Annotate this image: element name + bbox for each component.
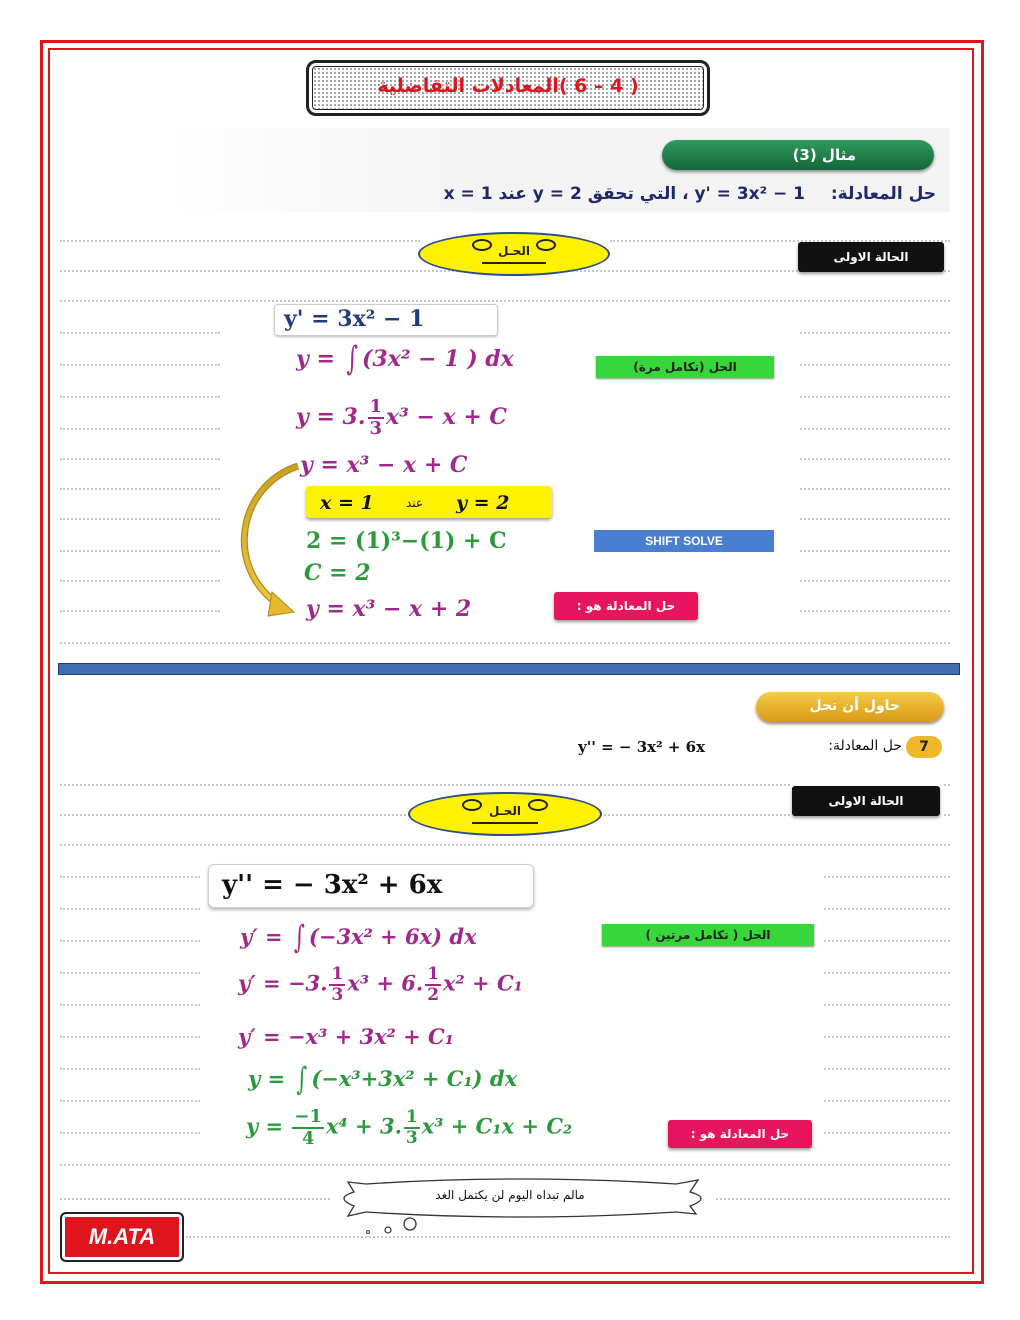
solution-label-smiley (418, 232, 610, 276)
ex-step2-n1: 1 (331, 964, 344, 984)
case-label: الحالة الاولى (798, 242, 944, 272)
exercise-badge (756, 692, 944, 722)
ex-step4-lhs: y = (248, 1066, 293, 1091)
example-statement-condition: ، التي تحقق 2 = y عند 1 = x (443, 184, 689, 204)
lesson-title: ( 4 – 6 )المعادلات التفاضلية (377, 75, 639, 97)
step2-num: 1 (369, 396, 383, 417)
ex-step5-c: x³ + C₁x + C₂ (421, 1113, 573, 1139)
integral-sign: ∫ (293, 919, 305, 955)
step-integral (296, 340, 514, 379)
exercise-number: 7 (906, 736, 942, 758)
ex-step2-b: x³ + 6. (347, 970, 424, 996)
step-general-solution: y = x³ − x + C (300, 452, 468, 478)
given-equation: y' = 3x² − 1 (284, 306, 425, 332)
ex-step2-n2: 1 (427, 964, 440, 984)
ex-step5-n1: −1 (294, 1106, 323, 1127)
condition-word: عند (406, 496, 424, 510)
step2-a: y = 3. (296, 404, 366, 430)
integral-sign: ∫ (296, 1061, 308, 1097)
example-badge (662, 140, 934, 170)
example-statement-label: حل المعادلة: (830, 184, 936, 204)
thought-cloud-icon (326, 1172, 718, 1240)
integrate-once-tag: الحل (تكامل مرة) (596, 356, 774, 378)
exercise-step-integral-2 (248, 1061, 518, 1097)
ex-step2-c: x² + C₁ (443, 970, 523, 996)
ex-step5-n2: 1 (405, 1107, 418, 1127)
exercise-given-equation: y'' = − 3x² + 6x (222, 870, 443, 900)
shift-solve-tag: SHIFT SOLVE (594, 530, 774, 552)
exercise-badge-label: حاول أن تحل (809, 698, 900, 714)
step-final-solution: y = x³ − x + 2 (306, 596, 472, 622)
ex-step2-a: y′ = −3. (238, 970, 328, 996)
footer-quote: مالم تبداه اليوم لن يكتمل الغد (435, 1188, 585, 1202)
lesson-title-box (306, 60, 710, 116)
example-statement-equation: y' = 3x² − 1 (694, 184, 805, 204)
ex-step5-b: x⁴ + 3. (326, 1113, 402, 1139)
ex-step2-d1: 3 (331, 985, 344, 1005)
step2-den: 3 (369, 418, 383, 439)
integral-sign: ∫ (346, 340, 359, 379)
integrate-twice-tag: الحل ( تكامل مرتين ) (602, 924, 814, 946)
ex-step5-a: y = (246, 1113, 291, 1139)
brand-name: M.ATA (88, 1224, 156, 1249)
exercise-solution-label: الحـل (488, 804, 522, 818)
brand-badge (60, 1212, 184, 1262)
exercise-step-simplified: y′ = −x³ + 3x² + C₁ (238, 1024, 454, 1049)
step-constant: C = 2 (304, 560, 371, 586)
exercise-solution-smiley (408, 792, 602, 836)
ex-step5-d2: 3 (405, 1128, 418, 1148)
ex-step1-body: (−3x² + 6x) dx (308, 924, 477, 949)
example-badge-label: مثال (3) (792, 146, 856, 164)
step2-b: x³ − x + C (386, 404, 507, 430)
condition-y: y = 2 (456, 492, 510, 514)
condition-x: x = 1 (320, 492, 374, 514)
exercise-answer-label-tag: حل المعادلة هو : (668, 1120, 812, 1148)
exercise-step-final-solution (246, 1108, 572, 1148)
ex-step5-d1: 4 (301, 1128, 315, 1149)
example-statement (196, 184, 936, 210)
step-integral-lhs: y = (296, 346, 343, 372)
ex-step1-lhs: y′ = (240, 924, 290, 949)
ex-step2-d2: 2 (427, 985, 440, 1005)
curved-arrow-icon (228, 456, 312, 622)
section-divider (58, 663, 960, 675)
step-substitute: 2 = (1)³−(1) + C (306, 528, 507, 554)
exercise-step-first-derivative (238, 966, 523, 1004)
answer-label-tag: حل المعادلة هو : (554, 592, 698, 620)
exercise-case-label: الحالة الاولى (792, 786, 940, 816)
exercise-step-integral-1 (240, 919, 477, 955)
solution-label: الحـل (497, 244, 531, 258)
step-antiderivative (296, 398, 507, 438)
ex-step4-body: (−x³+3x² + C₁) dx (311, 1066, 518, 1091)
step-integral-body: (3x² − 1 ) dx (362, 346, 514, 372)
exercise-statement-label: حل المعادلة: (828, 738, 902, 754)
exercise-statement-equation: y'' = − 3x² + 6x (578, 738, 706, 756)
